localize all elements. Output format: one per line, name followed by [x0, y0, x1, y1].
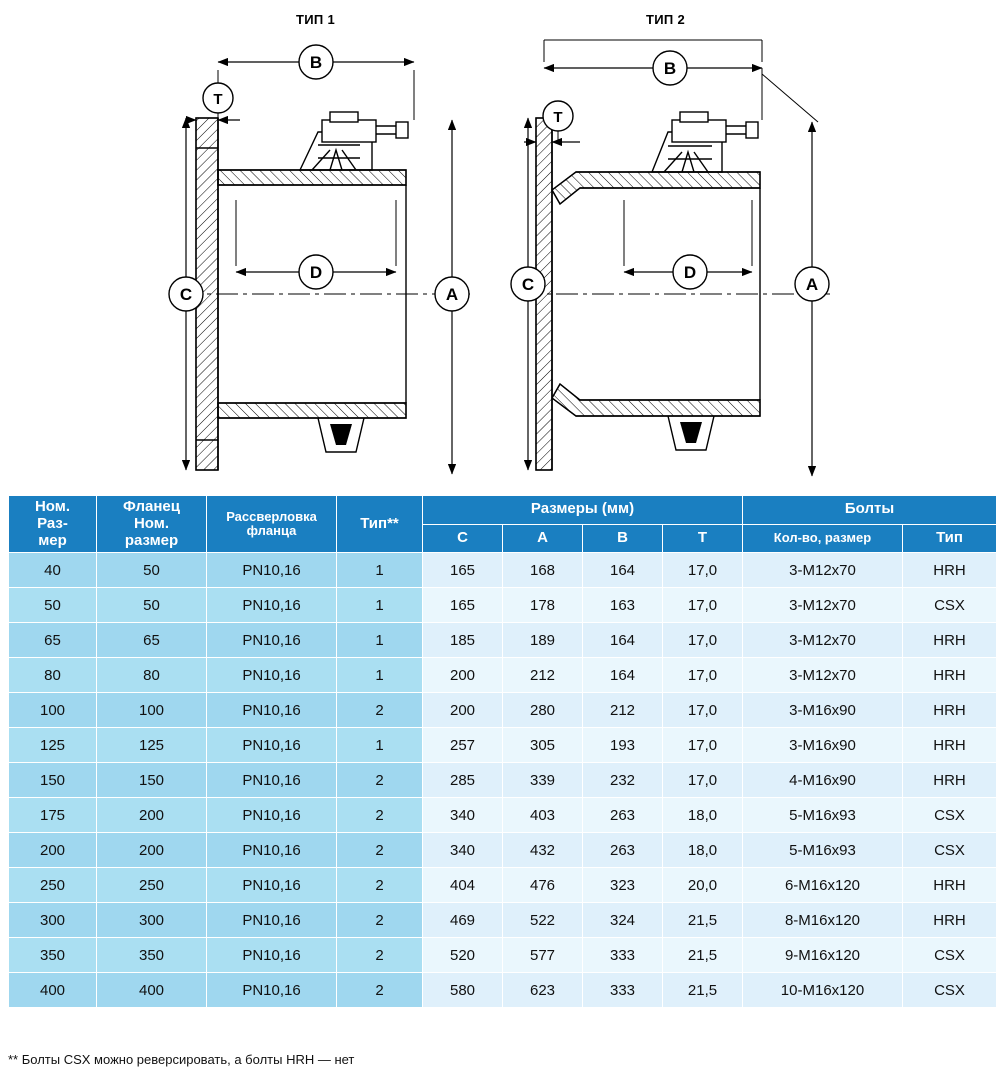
- cell-type: 2: [337, 833, 423, 868]
- cell-b: 212: [583, 693, 663, 728]
- cell-bolts: 3-М12х70: [743, 658, 903, 693]
- table-row: [9, 903, 997, 938]
- cell-c: 165: [423, 553, 503, 588]
- th-dimensions-group: Размеры (мм): [423, 496, 743, 525]
- cell-nom: 50: [9, 588, 97, 623]
- th-nominal-size-line3: мер: [38, 531, 67, 549]
- cell-type: 2: [337, 903, 423, 938]
- table-row: [9, 553, 997, 588]
- cell-t: 17,0: [663, 553, 743, 588]
- table-row: [9, 658, 997, 693]
- table-row: [9, 868, 997, 903]
- cell-c: 200: [423, 658, 503, 693]
- th-flange-nominal: [97, 496, 207, 553]
- cell-bore: PN10,16: [207, 973, 337, 1008]
- table-row: [9, 973, 997, 1008]
- th-flange-line2: Ном.: [133, 514, 170, 532]
- cell-bolts: 5-М16х93: [743, 798, 903, 833]
- type1-title: ТИП 1: [296, 12, 335, 27]
- cell-bore: PN10,16: [207, 763, 337, 798]
- table-row: [9, 623, 997, 658]
- specification-table-wrap: [8, 495, 996, 1008]
- dim-label-c2: C: [521, 275, 535, 294]
- cell-bolts: 3-М16х90: [743, 728, 903, 763]
- cell-t: 17,0: [663, 588, 743, 623]
- cell-flange: 100: [97, 693, 207, 728]
- cell-b: 324: [583, 903, 663, 938]
- cell-a: 305: [503, 728, 583, 763]
- cell-a: 476: [503, 868, 583, 903]
- th-counterbore-line1: Рассверловка: [226, 508, 317, 524]
- cell-flange: 80: [97, 658, 207, 693]
- cell-bolts: 3-М12х70: [743, 588, 903, 623]
- cell-type: 2: [337, 973, 423, 1008]
- cell-btype: HRH: [903, 728, 997, 763]
- cell-bore: PN10,16: [207, 588, 337, 623]
- cell-flange: 200: [97, 833, 207, 868]
- th-bolt-type: Тип: [903, 524, 997, 553]
- cell-c: 257: [423, 728, 503, 763]
- th-counterbore: [207, 496, 337, 553]
- cell-a: 212: [503, 658, 583, 693]
- cell-t: 21,5: [663, 903, 743, 938]
- dim-label-a2: A: [805, 275, 819, 294]
- th-nominal-size-line2: Раз-: [37, 514, 68, 532]
- table-row: [9, 728, 997, 763]
- cell-bore: PN10,16: [207, 728, 337, 763]
- assembly-drawings-svg: [0, 0, 1004, 492]
- cell-type: 1: [337, 728, 423, 763]
- table-footnote: ** Болты CSX можно реверсировать, а болты HRH — нет: [8, 1052, 355, 1067]
- dim-label-d2: D: [683, 263, 697, 282]
- dim-label-t2: T: [553, 109, 563, 126]
- cell-type: 1: [337, 623, 423, 658]
- dim-label-t1: T: [213, 91, 223, 108]
- cell-bore: PN10,16: [207, 868, 337, 903]
- cell-bolts: 3-М12х70: [743, 623, 903, 658]
- cell-t: 20,0: [663, 868, 743, 903]
- cell-btype: CSX: [903, 798, 997, 833]
- cell-b: 164: [583, 623, 663, 658]
- cell-b: 323: [583, 868, 663, 903]
- cell-type: 1: [337, 658, 423, 693]
- cell-nom: 65: [9, 623, 97, 658]
- table-row: [9, 798, 997, 833]
- th-col-b: B: [583, 524, 663, 553]
- cell-c: 200: [423, 693, 503, 728]
- table-header: [9, 496, 997, 553]
- cell-flange: 65: [97, 623, 207, 658]
- dim-label-b1: B: [309, 53, 323, 72]
- cell-nom: 200: [9, 833, 97, 868]
- cell-c: 165: [423, 588, 503, 623]
- cell-a: 178: [503, 588, 583, 623]
- dim-label-c1: C: [179, 285, 193, 304]
- cell-b: 333: [583, 973, 663, 1008]
- cell-btype: CSX: [903, 588, 997, 623]
- cell-b: 263: [583, 798, 663, 833]
- cell-bolts: 8-М16х120: [743, 903, 903, 938]
- type2-title: ТИП 2: [646, 12, 685, 27]
- th-flange-line3: размер: [124, 531, 179, 549]
- cell-c: 520: [423, 938, 503, 973]
- dim-label-d1: D: [309, 263, 323, 282]
- cell-type: 2: [337, 938, 423, 973]
- th-nominal-size: [9, 496, 97, 553]
- cell-flange: 200: [97, 798, 207, 833]
- cell-bore: PN10,16: [207, 553, 337, 588]
- cell-a: 403: [503, 798, 583, 833]
- cell-nom: 300: [9, 903, 97, 938]
- cell-bolts: 3-М12х70: [743, 553, 903, 588]
- cell-a: 522: [503, 903, 583, 938]
- cell-c: 285: [423, 763, 503, 798]
- cell-c: 404: [423, 868, 503, 903]
- cell-bolts: 5-М16х93: [743, 833, 903, 868]
- cell-t: 18,0: [663, 833, 743, 868]
- cell-b: 333: [583, 938, 663, 973]
- cell-bore: PN10,16: [207, 798, 337, 833]
- cell-type: 1: [337, 588, 423, 623]
- cell-bore: PN10,16: [207, 833, 337, 868]
- cell-btype: HRH: [903, 868, 997, 903]
- cell-a: 168: [503, 553, 583, 588]
- cell-a: 339: [503, 763, 583, 798]
- cell-type: 2: [337, 763, 423, 798]
- cell-b: 232: [583, 763, 663, 798]
- cell-bolts: 4-М16х90: [743, 763, 903, 798]
- cell-t: 17,0: [663, 763, 743, 798]
- cell-a: 623: [503, 973, 583, 1008]
- table-body: [9, 553, 997, 1008]
- cell-flange: 350: [97, 938, 207, 973]
- th-bolt-qty-size: Кол-во, размер: [743, 524, 903, 553]
- cell-a: 432: [503, 833, 583, 868]
- cell-nom: 400: [9, 973, 97, 1008]
- cell-b: 193: [583, 728, 663, 763]
- dim-label-b2: B: [663, 59, 677, 78]
- table-row: [9, 588, 997, 623]
- cell-nom: 125: [9, 728, 97, 763]
- cell-bolts: 10-М16х120: [743, 973, 903, 1008]
- cell-nom: 175: [9, 798, 97, 833]
- cell-bolts: 3-М16х90: [743, 693, 903, 728]
- cell-nom: 150: [9, 763, 97, 798]
- cell-btype: CSX: [903, 938, 997, 973]
- cell-b: 263: [583, 833, 663, 868]
- cell-t: 21,5: [663, 938, 743, 973]
- cell-btype: HRH: [903, 693, 997, 728]
- cell-t: 17,0: [663, 623, 743, 658]
- cell-b: 163: [583, 588, 663, 623]
- cell-bore: PN10,16: [207, 623, 337, 658]
- cell-nom: 100: [9, 693, 97, 728]
- th-counterbore-line2: фланца: [246, 523, 297, 539]
- specification-table: [8, 495, 997, 1008]
- th-col-t: T: [663, 524, 743, 553]
- cell-type: 2: [337, 868, 423, 903]
- cell-a: 189: [503, 623, 583, 658]
- table-row: [9, 938, 997, 973]
- cell-bolts: 9-М16х120: [743, 938, 903, 973]
- cell-flange: 50: [97, 553, 207, 588]
- cell-bore: PN10,16: [207, 658, 337, 693]
- table-row: [9, 693, 997, 728]
- table-row: [9, 763, 997, 798]
- cell-bore: PN10,16: [207, 693, 337, 728]
- drawings-area: [0, 0, 1004, 492]
- cell-a: 577: [503, 938, 583, 973]
- th-type: Тип**: [337, 496, 423, 553]
- cell-btype: HRH: [903, 553, 997, 588]
- cell-nom: 250: [9, 868, 97, 903]
- cell-c: 185: [423, 623, 503, 658]
- cell-b: 164: [583, 553, 663, 588]
- cell-b: 164: [583, 658, 663, 693]
- cell-a: 280: [503, 693, 583, 728]
- cell-c: 469: [423, 903, 503, 938]
- cell-nom: 80: [9, 658, 97, 693]
- cell-btype: HRH: [903, 763, 997, 798]
- cell-flange: 400: [97, 973, 207, 1008]
- th-nominal-size-line1: Ном.: [34, 498, 71, 515]
- cell-flange: 50: [97, 588, 207, 623]
- cell-bore: PN10,16: [207, 903, 337, 938]
- cell-type: 2: [337, 798, 423, 833]
- cell-t: 17,0: [663, 728, 743, 763]
- cell-t: 17,0: [663, 693, 743, 728]
- cell-c: 340: [423, 833, 503, 868]
- cell-btype: HRH: [903, 658, 997, 693]
- cell-flange: 250: [97, 868, 207, 903]
- th-flange-line1: Фланец: [123, 498, 180, 515]
- cell-bore: PN10,16: [207, 938, 337, 973]
- cell-type: 2: [337, 693, 423, 728]
- cell-t: 18,0: [663, 798, 743, 833]
- cell-flange: 150: [97, 763, 207, 798]
- cell-flange: 300: [97, 903, 207, 938]
- cell-c: 580: [423, 973, 503, 1008]
- dim-label-a1: A: [445, 285, 459, 304]
- cell-nom: 350: [9, 938, 97, 973]
- cell-t: 17,0: [663, 658, 743, 693]
- cell-btype: HRH: [903, 903, 997, 938]
- table-row: [9, 833, 997, 868]
- cell-btype: CSX: [903, 973, 997, 1008]
- cell-bolts: 6-М16х120: [743, 868, 903, 903]
- th-bolts-group: Болты: [743, 496, 997, 525]
- th-col-a: A: [503, 524, 583, 553]
- cell-btype: HRH: [903, 623, 997, 658]
- cell-type: 1: [337, 553, 423, 588]
- cell-flange: 125: [97, 728, 207, 763]
- cell-t: 21,5: [663, 973, 743, 1008]
- cell-btype: CSX: [903, 833, 997, 868]
- th-col-c: C: [423, 524, 503, 553]
- cell-c: 340: [423, 798, 503, 833]
- cell-nom: 40: [9, 553, 97, 588]
